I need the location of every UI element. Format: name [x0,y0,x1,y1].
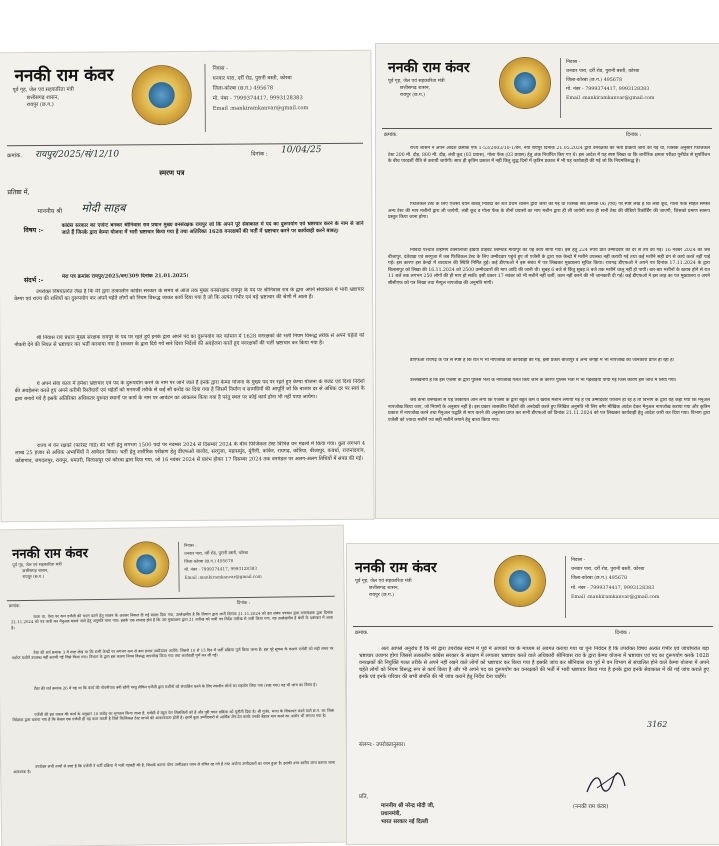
paragraph: फिजिकल टेस्ट के लिए एजेंसी चयन बाबत् निविदा की शर्त प्रथम शासन द्वारा जारी की गई थी जिसके सर्व क्रमांक 06 (एच) पर स्पष्ट लेख है कि लंबी कूद, गोला फेंक सहित समस्त अन्य टेस्ट की माप मशीनों द्वारा ली जायेगी, लंबी कूद व गोला फेंक के तीनों प्रयासों का माप मशीन द्वारा ही ली जायेगी साथ ही सभी टेस्ट की वीडियो रिकॉर्डिंग की जाएगी, जिसको प्रमाण स्वरूप प्रस्तुत किया जाना होगा। [388,202,710,220]
date-label: दिनांक : [236,600,251,607]
paragraph: राज्य में वन रक्षकों (फारेस्ट गार्ड) की भर्ती हेतु लगभग 1500 पदों पर नवम्बर 2024 से दिसम्बर 2024 के बीच फिजिकल टेस्ट विभिन्न वन मंडलों में किया गया। कुल लगभग 4 लाख 25 हजार से अधिक अभ्यर्थियों ने आवेदन किया। भर्ती हेतु शारीरिक परीक्षण हेतु डीएफओ बालोद, सरगुजा, महासमुंद, मुंगेली, कांकेर, रायगढ़, कोरिया, बीजापुर, कवर्धा, राजनांदगांव, कोंडागांव, जगदलपुर, रायपुर, धमतरी, बिलासपुर एवं कोरबा द्वारा दिया गया, जो 16 नवंबर 2024 से प्रारंभ होकर 17 दिसम्बर 2024 तक वनमंडल पर अलग-अलग तिथियों में संपन्न की गई। [15,440,366,464]
date-value: 10/04/25 [281,145,322,156]
date-label: दिनांक : [626,132,642,138]
signature-icon [583,770,629,798]
paragraph: टेंडर की शर्त क्रमांक 26 में यह था कि कार्य की गोपनीयता बनी रहेगी परंतु लेकिन एजेंसी द्वारा मशीनों को संचालित करने के लिए स्थानीय लोगों का सहयोग लिया गया (रखा गया) यह भी जांच का विषय है। [33,681,317,691]
header-divider [204,64,205,132]
header-rule [7,596,335,602]
paragraph: उपरोक्त विषयांतर्गत लेख है कि मेरे द्वारा तत्कालीन कांग्रेस सरकार के समय से आज तक मुख्य वनसंरक्षक रायपुर के पद पर श्रीनिवास राव के द्वारा अपने सेवाकाल में भारी भ्रष्टाचार केम्पा एवं राज्य की राशियों का दुरूपयोग कर अपने चहेते लोगों को नियम विरूद्ध जाकर कार्य दिया गया है जो कि अत्यंत गंभीर एवं बड़े भ्रष्टाचार की श्रेणी में आता है। [14,286,365,303]
letterhead-title: पूर्व गृह, जेल एवं सहकारिता मंत्री छत्तीसगढ़ शासन, रायपुर (छ.ग.) [388,79,445,98]
reference-label: संदर्भ :- [23,275,44,285]
letterhead-name: ननकी राम कंवर [355,560,437,576]
paragraph: ये अपने सेवा काल में हमेशा भ्रष्टाचार एवं पद के दुरूपयोग करने के नाम पर जाने जाते हैं इनके द्वारा केम्पा योजना के मुख्य पद पर रहते हुए केम्पा योजना के बजट एवं दिशा निर्देशों की अवहेलना करते हुए अपने करीबी रिश्तेदारों एवं चहेतों को मनमर्जी तरीके से कई सौ करोड़ का दिया गया है जिसमें निर्माण व सामग्रियों की आपूर्ति जो कि बाजार दर से अधिक दर पर स्वयं के द्वारा बनाये गये है इसके अतिरिक्त अधिकतर दुरूस्त स्थानों पर कार्य के नाम पर आवंटन का आकलन किया गया है परंतु स्थल पर कोई कार्य होना भी नहीं पाया जायेगा। [14,378,365,402]
subject-text: कांग्रेस सरकार का एजेन्ट बनकर श्रीनिवास राव प्रधान मुख्य वनसंरक्षक रायपुर जो कि अपने पूरे सेवाकाल में पद का दुरूपयोग एवं भ्रष्टाचार करने के नाम से जाने जाते हैं जिनके द्वारा केम्पा योजना में भारी भ्रष्टाचार किया गया है तथा अतिरिक्त 1628 वनरक्षकों की भर्ती में भ्रष्टाचार करने पर कार्यवाही करने बाबत्। [61,220,364,237]
letterhead-title: पूर्व गृह, जेल एवं सहकारिता मंत्री छत्तीसगढ़ शासन, रायपुर (छ.ग.) [12,86,74,109]
doc-title: स्मरण पत्र [159,168,185,178]
ref-number: रायपुर/2025/सं/12/10 [35,149,120,161]
subject-label: विषय :- [23,225,44,235]
ref-label: क्रमांक. [7,153,23,160]
paragraph: निविदा पश्चात टाइमिंग टेक्नोलॉजी इंडिया प्राइवेट लिमिटेड मायापुर को यह कार्य सौंपा गया। इस हेतु 224 रुपये प्रति उम्मीदवार की दर से तय की गई। 16 नवंबर 2024 को जब बीजापुर, दंतेवाड़ा एवं सरगुजा में जब फिजिकल टेस्ट के लिए उम्मीदवार पहुंचे हुए तो एजेंसी के द्वारा एक केन्द्रो में मशीने उपलब्ध नहीं करायी गई तथा कई मशीने सही ढंग से कार्य करते नहीं पाई गई। इस कारण इस केन्द्रो में व्यवधान की स्थिति निर्मित हुई। कई डीएफओ ने इस संबंध में पत्र लिखकर मुख्यालय सूचित किया। रायगढ़ डीएफओ ने अपने पत्र दिनांक 17.11.2024 के द्वारा बिलासपुर को लिखा की 16.11.2024 को 2500 उम्मीदवारों की माप आदि की जानी थी। सुबह 6 बजे से किंतु सुबह 8 बजे तक मशीनें चालू नहीं हो पायी। बार-बार मशीनों के खराब होने से रात 11 बजे तक लगभग 250 लोगों की ही माप हो सकी। इसी प्रकार 17 नवंबर को भी मशीनें नहीं चलीं, काम नहीं करने की भी जानकारी दी गई। कई डीएफओ ने इस तरह का पत्र मुख्यालय व अपने सीसीएफ को पत्र लिखा तथा मैन्युल नापजोख की अनुमति मांगी। [388,248,710,286]
paragraph: उल्लेखनीय है कि इस एजेंसी के द्वारा पुलिस भर्ती के नापजोख गलत किये जाने के कारण पुलिस भर्ती में भी गड़बड़ियाँ पायी गई जिस कारण इसे जांच में लिया गया। [410,378,677,383]
signature-name: (ननकी राम कंवर) [573,804,609,810]
paragraph: डीएफओ रायगढ़ के पत्र से स्पष्ट है कि रात में भी नापजोख की कार्यवाही की गई, इसी प्रकार बीजापुर व अन्य जगहों में भी नापजोख की जानकारी प्राप्त हो रही है। [410,358,675,363]
ref-label: क्रमांक. [8,604,21,610]
header-rule [353,626,713,627]
letterhead-title: पूर्व गृह, जेल एवं सहकारिता मंत्री छत्तीसगढ़ शासन, रायपुर (छ.ग.) [12,561,62,580]
ref-label: क्रमांक. [384,132,398,138]
reference-text: मेरा पत्र क्रमांक रायपुर/2025/वन/309 दिनांक 21.01.2025। [61,272,189,280]
letter-page-3 [0,526,347,846]
letterhead-name: ननकी राम कंवर [388,60,470,76]
letter-page-4 [347,544,719,844]
date-label: दिनांक : [251,151,268,158]
date-label: दिनांक : [615,630,631,636]
addressee: माननीय श्री [37,207,63,216]
paragraph: जाता था, ऐसा पर कम एजेंसी की चयन करने हेतु शासन के अवसर निकल दी गई बदला दिया गया, उल्लेखनीय है कि विभाग द्वारा जारी दिनांक 21.11.2024 को इस संबंध पत्रकार द्वारा वनसंरक्षक द्वारा दिनांक 21.11.2024 को पत्र जारी कर मैनुअल बनाये जाने हेतु अनुमति मांगा गया। इसके एक सप्ताह होने है कि उस मुख्यालय द्वारा 21 तारीख को जारी पत्र निर्देश तारीख से जारी किया गया, यह उल्लेखनीय है श्रेणी के भ्रष्टाचार में आता है। [11,609,334,630]
paragraph: जब कभी वनमंडलों से यह शिकायत आने लगी कि एजेंसी के द्वारा बहुत कम व खराब मशीनें लगायी गई हैं एवं उम्मीदवार परेशान हो रहे हैं तो विभाग के द्वारा यह कहा गया कि मैनुअल नापजोख किया जाए, जो नियमों के अनुसार नहीं है। इस प्रकार शासकीय निर्देशों की अनदेखी करते हुए लिखित अनुमति भी लिए बगैर मौखिक आदेश देकर मैनुअल नापजोख कराया गया और कृत्रिम प्रकाश में नापजोख करने तथा मैनुअल पद्धति से माप करने की अनुशंसा प्राप्त कर सभी डीएफओ को दिनांक 21.11.2024 को पत्र लिखकर कार्यवाही हेतु आदेश जारी कर दिया गया। विभाग द्वारा एजेंसी को ज्यादा मशीनें एवं सही मशीनें लगाने हेतु बाध्य किया गया। [388,398,710,423]
letterhead-address: निवास - धनवार पारा, दर्री रोड, पुरानी बस्ती, कोरबा जिला-कोरबा (छ.ग.) 495678 मो. नंबर - 7999374417, 9993128383 Email :mankiramkanvar@gmail.com [184,542,262,580]
header-rule [382,128,712,129]
recipient-block: माननीय श्री नरेन्द्र मोदी जी, प्रधानमंत्री, भारत सरकार नई दिल्ली [381,803,435,825]
letterhead-address: निवास - धनवार पारा, दर्री रोड, पुरानी बस्ती, कोरबा जिला-कोरबा (छ.ग.) 495678 मो. नंबर - 7999374417, 9993128383 Email :mankiramkanvar@gmail.com [566,60,655,101]
header-divider [560,58,561,118]
addressee-handwritten: मोदी साहब [81,201,126,215]
state-emblem-icon [124,542,169,587]
state-emblem-icon [500,58,550,108]
paragraph: राज्य शासन ने अपने आदेश क्रमांक एफ 1-53/2003/10-1/वन, नया रायपुर दिनांक 21.05.2024 द्वारा वनरक्षकों की भर्ती प्रक्रिया जारी की गई थी, जिसके अनुसार फिजिकल टेस्ट 200 मी. दौड़, 800 मी. दौड़, लंबी कूद (03 प्रयास), गोला फेंक (03 प्रयास) हेतु अंक निर्धारित किए गए थे। इस आदेश में यह स्पष्ट लिखा था कि शारीरिक क्षमता परीक्षा यूनीटेड से सुपर्विजन के बीच पारदर्शी रीति से करायी जायेगी। साथ ही कृत्रिम प्रकाश में नहीं किंतु शुद्ध दिनों में कृत्रिम प्रकाश में भी यह कार्यवाही की गई जो कि नियमविरूद्ध है। [388,146,710,164]
copy-label: प्रति, [359,794,369,800]
to-label: प्रतिष्ठा में, [7,188,30,197]
letterhead-name: ननकी राम कंवर [14,65,114,87]
letterhead-address: निवास - धनवार पारा, दर्री रोड, पुरानी बस्ती, कोरबा जिला-कोरबा (छ.ग.) 495678 मो. नंबर - 7999374417, 9993128383 Email :mankiramkanvar@gmail.com [571,558,660,600]
letter-page-2 [376,44,719,518]
ref-label: क्रमांक. [355,630,369,636]
enclosure-note: संलग्न:- उपरोक्तानुसार। [359,742,406,748]
paragraph: टेस्ट की शर्त क्रमांक 3 में स्पष्ट लेख था कि सभी केन्द्रों पर लगभग कम से कम हजार उम्मीदवार आयेंगे। जिससे 10 से 15 दिन में भर्ती प्रक्रिया पूर्ण किया जाना है। इस पूरे सूचना के कारण एजेंसी को सही समय पर पर्याप्त मशीनें उपलब्ध नहीं करायी गई जिसे किया गया। विभाग के द्वारा इस कारण नियम विरूद्ध नापजोख किया गया तथा कार्यवाही पूर्ण कर ली गई। [11,645,334,661]
header-divider [565,556,566,618]
letterhead-name: ननकी राम कंवर [12,546,89,563]
paragraph: एजेंसी की इस प्रकार की कार्य के अनुसार 10 करोड़ का भुगतान किया जाना है, एजेंसी में बहुत फेर सिलसिलों को है और पूरी चयन प्रक्रिया को चुनौती दिया है। श्री गुर्जर, भगत के शिकायत करने वाले छ.ग. का जिला निदेशक द्वारा बताया गया है कि केवल एक एजेंसी ही यह काम करती है जिसे फिजिकल टेस्ट मापने की आवश्यकता होती है। इसमें कुछ उम्मीदवारों से आर्थिक लेन-देन करके उनकी बेहतर माप करने का आरोप भी लगाया गया है। [12,707,335,723]
header-divider [178,542,180,592]
paragraph: उपरोक्त सभी तथ्यों से स्पष्ट है कि एजेंसी ने भर्ती प्रक्रिया में भारी गड़बड़ी की है, जिसके कारण योग्य उम्मीदवार चयन से वंचित रह गये हैं तथा अयोग्य उम्मीदवारों का चयन हुआ है। इसकी उच्च स्तरीय जांच कराया जाना आवश्यक है। [13,759,336,775]
letterhead-address: निवास - धनवार पारा, दर्री रोड, पुरानी बस्ती, कोरबा जिला-कोरबा (छ.ग.) 495678 मो. नंबर - 7999374417, 9993128383 Email :mankiramkanvar@gmail.com [212,65,309,112]
paragraph: अतः आपसे अनुरोध है कि मेरे द्वारा उपरोक्त संदर्भ में पूर्व में आपको पत्र के माध्यम से अवगत कराया गया था पुनः निवेदन है कि उपरोक्त विषय अत्यंत गंभीर एवं जांचोपरांत बड़ा भ्रष्टाचार उजागर होगा जिससे तत्कालीन कांग्रेस सरकार के सरंक्षण में लगातार भ्रष्टाचार करते वाले अधिकारी श्रीनिवास राव के द्वारा केम्पा योजना में भ्रष्टाचार एवं पद का दुरूपयोग करके 1628 वनरक्षकों की नियुक्ति गलत तरीके से अपने नहीं रखने वाले लोगों को भ्रष्टाचार कर किया गया है इसकी जांच कर श्रीनिवास राव पूर्व में वन विभाग से संचालित होने वाले केम्पा योजना में अपने चहेते लोगों को नियम विरूद्ध रूप से कार्य किया है और भी अपने पद का दुरूपयोग कर वनरक्षकों की भर्ती में भारी भ्रष्टाचार किया गया है इनके द्वारा इनके सेवाकाल में की गई जांच कराते हुए इनके एवं इनके परिवार की सभी संपत्ति की भी जांच कराने हेतु निर्देश देना चाहेंगे। [359,646,709,680]
paragraph: श्री निवास राव प्रधान मुख्य संरक्षक रायपुर के पद पर रहते हुये इनके द्वारा अपने पद का दुरूपयोग कर वर्तमान में 1628 वनरक्षकों की भर्ती नियम विरूद्ध तरीके से अपने चहेतों को नौकरी देने की नियत से भ्रष्टाचार कर भर्ती करवाया गया है सरकार के द्वारा दिये गये सारे दिशा निर्देशों की अवहेलना करते हुए वनरक्षकों की भर्ती भ्रष्टाचार कर किया गया है। [14,332,365,349]
letterhead-title: पूर्व गृह, जेल एवं सहकारिता मंत्री छत्तीसगढ़ शासन, रायपुर (छ.ग.) [355,579,412,598]
letter-page-1 [0,51,374,522]
state-emblem-icon [495,556,545,606]
state-emblem-icon [132,66,190,124]
margin-note: 3162 [647,720,668,729]
